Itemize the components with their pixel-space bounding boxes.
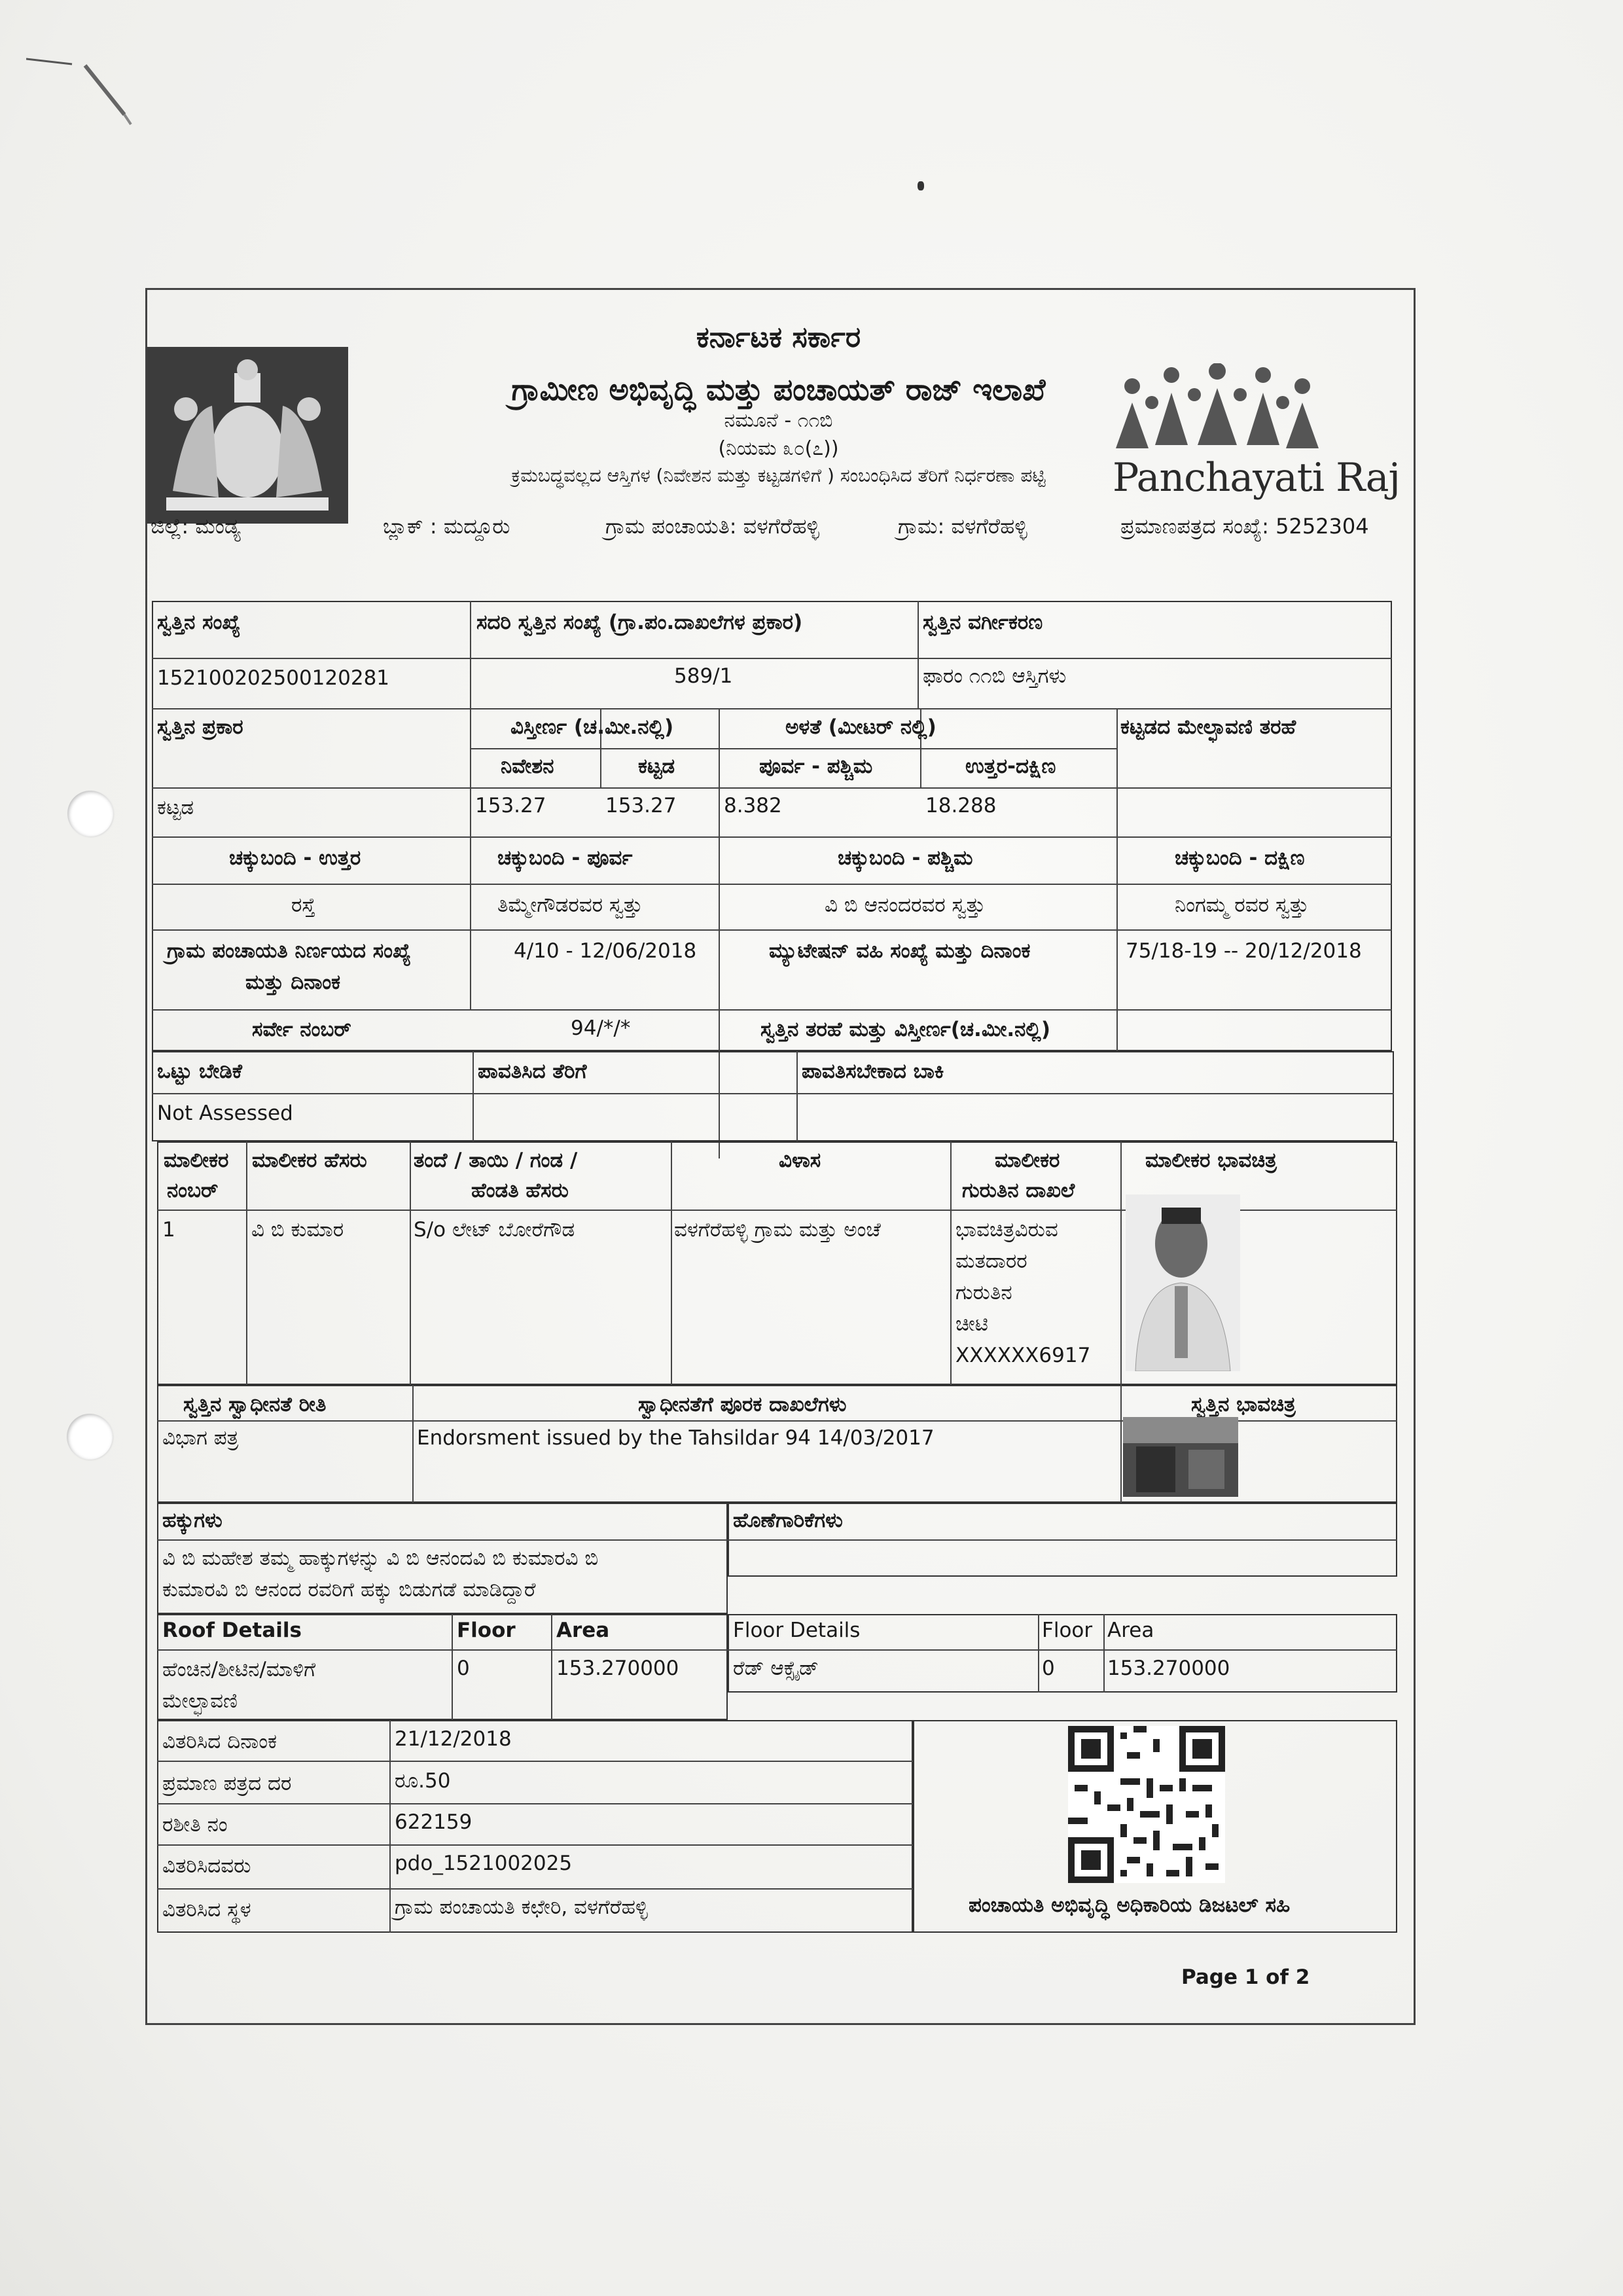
form-number: ನಮೂನೆ - ೧೧ಬಿ <box>724 409 833 432</box>
certificate-fee: ರೂ.50 <box>395 1769 451 1793</box>
property-photo-label: ಸ್ವತ್ತಿನ ಭಾವಚಿತ್ರ <box>1191 1393 1296 1416</box>
survey-number-label: ಸರ್ವೇ ನಂಬರ್ <box>252 1018 351 1041</box>
owner-name-label: ಮಾಲೀಕರ ಹೆಸರು <box>252 1149 367 1172</box>
department-title: ಗ್ರಾಮೀಣ ಅಭಿವೃದ್ಧಿ ಮತ್ತು ಪಂಚಾಯತ್ ರಾಜ್ ಇಲಾಖೆ <box>511 372 1046 407</box>
certificate-number: ಪ್ರಮಾಣಪತ್ರದ ಸಂಖ್ಯೆ: 5252304 <box>1120 514 1369 539</box>
issue-date: 21/12/2018 <box>395 1727 512 1751</box>
owner-photo <box>1126 1194 1240 1371</box>
tax-due-label: ಪಾವತಿಸಬೇಕಾದ ಬಾಕಿ <box>802 1060 944 1083</box>
parent-name-label: ತಂದೆ / ತಾಯಿ / ಗಂಡ / <box>414 1149 578 1172</box>
punch-hole-bottom <box>67 1414 113 1460</box>
boundary-west: ವಿ ಬಿ ಆನಂದರವರ ಸ್ವತ್ತು <box>825 893 986 917</box>
id-proof-line: ಭಾವಚಿತ್ರವಿರುವ <box>955 1218 1058 1242</box>
ownership-docs-label: ಸ್ವಾಧೀನತೆಗೆ ಪೂರಕ ದಾಖಲೆಗಳು <box>638 1393 847 1416</box>
receipt-no: 622159 <box>395 1810 473 1834</box>
certificate-fee-label: ಪ್ರಮಾಣ ಪತ್ರದ ದರ <box>162 1772 292 1795</box>
dimensions-label: ಅಳತೆ (ಮೀಟರ್ ನಲ್ಲಿ) <box>785 715 936 739</box>
classification: ಫಾರಂ ೧೧ಬಿ ಆಸ್ತಿಗಳು <box>923 664 1067 688</box>
ownership-docs: Endorsment issued by the Tahsildar 94 14/03/2017 <box>417 1426 935 1450</box>
floor-details-label: Floor Details <box>733 1619 861 1642</box>
id-proof-number: XXXXXX6917 <box>955 1344 1091 1367</box>
roof-floor: 0 <box>457 1657 470 1680</box>
receipt-no-label: ರಶೀತಿ ನಂ <box>162 1813 228 1837</box>
type-area-label: ಸ್ವತ್ತಿನ ತರಹೆ ಮತ್ತು ವಿಸ್ತೀರ್ಣ(ಚ.ಮೀ.ನಲ್ಲಿ) <box>760 1018 1050 1041</box>
staple-icon <box>26 46 157 137</box>
parent-name: S/o ಲೇಟ್ ಬೋರೆಗೌಡ <box>414 1218 575 1242</box>
gp-resolution-label-2: ಮತ್ತು ದಿನಾಂಕ <box>245 971 341 994</box>
floor-type: ರೆಡ್ ಆಕ್ಸೈಡ್ <box>733 1657 819 1680</box>
floor-floor: 0 <box>1042 1657 1055 1680</box>
govt-title: ಕರ್ನಾಟಕ ಸರ್ಕಾರ <box>696 321 861 354</box>
id-proof-label-2: ಗುರುತಿನ ದಾಖಲೆ <box>962 1179 1075 1202</box>
block: ಬ್ಲಾಕ್ : ಮದ್ದೂರು <box>383 514 510 539</box>
boundary-north: ರಸ್ತೆ <box>291 893 315 917</box>
classification-label: ಸ್ವತ್ತಿನ ವರ್ಗೀಕರಣ <box>923 611 1043 634</box>
property-photo <box>1123 1417 1238 1497</box>
boundary-east-label: ಚಕ್ಕುಬಂದಿ - ಪೂರ್ವ <box>497 846 633 870</box>
floor-floor-label: Floor <box>1042 1619 1093 1642</box>
mutation-label: ಮ್ಯುಟೇಷನ್ ವಹಿ ಸಂಖ್ಯೆ ಮತ್ತು ದಿನಾಂಕ <box>769 939 1031 963</box>
rights-text: ವಿ ಬಿ ಮಹೇಶ ತಮ್ಮ ಹಾಕ್ಕುಗಳನ್ನು ವಿ ಬಿ ಆನಂದವಿ ಬಿ ಕುಮಾರವಿ ಬಿ <box>162 1547 599 1570</box>
id-proof-label: ಮಾಲೀಕರ <box>995 1149 1060 1172</box>
property-id: 152100202500120281 <box>157 666 390 690</box>
issuer-label: ವಿತರಿಸಿದವರು <box>162 1854 251 1878</box>
total-demand: Not Assessed <box>157 1102 293 1125</box>
roof-type-2: ಮೇಲ್ಛಾವಣಿ <box>162 1689 238 1713</box>
liabilities-label: ಹೊಣೆಗಾರಿಕೆಗಳು <box>733 1509 843 1532</box>
north-south-length: 18.288 <box>925 794 997 817</box>
panchayati-raj-logo: Panchayati Raj <box>1113 455 1400 501</box>
local-id-label: ಸದರಿ ಸ್ವತ್ತಿನ ಸಂಖ್ಯೆ (ಗ್ರಾ.ಪಂ.ದಾಖಲೆಗಳ ಪ್ರಕಾರ) <box>476 611 803 634</box>
gp-resolution: 4/10 - 12/06/2018 <box>514 939 697 963</box>
issue-date-label: ವಿತರಿಸಿದ ದಿನಾಂಕ <box>162 1730 277 1753</box>
boundary-south-label: ಚಕ್ಕುಬಂದಿ - ದಕ್ಷಿಣ <box>1175 846 1305 870</box>
id-proof-line: ಚೀಟಿ <box>955 1312 989 1336</box>
parent-name-label-2: ಹೆಂಡತಿ ಹೆಸರು <box>471 1179 569 1202</box>
issue-place-label: ವಿತರಿಸಿದ ಸ್ಥಳ <box>162 1898 251 1922</box>
district: ಜಿಲ್ಲೆ: ಮಂಡ್ಯ <box>151 514 241 539</box>
building-label: ಕಟ್ಟಡ <box>638 755 675 778</box>
east-west-length: 8.382 <box>724 794 782 817</box>
rights-label: ಹಕ್ಕುಗಳು <box>162 1509 223 1532</box>
issue-place: ಗ್ರಾಮ ಪಂಚಾಯತಿ ಕಛೇರಿ, ವಳಗೆರೆಹಳ್ಳಿ <box>395 1895 648 1919</box>
property-type-label: ಸ್ವತ್ತಿನ ಪ್ರಕಾರ <box>157 715 243 739</box>
owner-no: 1 <box>162 1218 175 1242</box>
qr-code-icon <box>1068 1726 1225 1883</box>
roof-floor-label: Floor <box>457 1619 516 1642</box>
roof-details-label: Roof Details <box>162 1619 302 1642</box>
local-id: 589/1 <box>674 664 733 688</box>
building-area: 153.27 <box>605 794 677 817</box>
owner-address: ವಳಗೆರೆಹಳ್ಳಿ ಗ್ರಾಮ ಮತ್ತು ಅಂಚೆ <box>674 1218 881 1242</box>
tax-table <box>152 1051 1394 1141</box>
area-label: ವಿಸ್ತೀರ್ಣ (ಚ.ಮೀ.ನಲ್ಲಿ) <box>510 715 674 739</box>
east-west-label: ಪೂರ್ವ - ಪಶ್ಚಿಮ <box>759 755 873 778</box>
ownership-mode-label: ಸ್ವತ್ತಿನ ಸ್ವಾಧೀನತೆ ರೀತಿ <box>183 1393 327 1416</box>
ownership-mode: ವಿಭಾಗ ಪತ್ರ <box>162 1426 239 1450</box>
village: ಗ್ರಾಮ: ವಳಗೆರೆಹಳ್ಳಿ <box>898 514 1027 539</box>
gp-resolution-label: ಗ್ರಾಮ ಪಂಚಾಯತಿ ನಿರ್ಣಯದ ಸಂಖ್ಯೆ <box>167 939 412 963</box>
boundary-west-label: ಚಕ್ಕುಬಂದಿ - ಪಶ್ಚಿಮ <box>838 846 973 870</box>
owner-no-label-2: ನಂಬರ್ <box>167 1179 219 1202</box>
page-number: Page 1 of 2 <box>1181 1965 1310 1989</box>
address-label: ವಿಳಾಸ <box>779 1149 821 1172</box>
owner-photo-label: ಮಾಲೀಕರ ಭಾವಚಿತ್ರ <box>1145 1149 1277 1172</box>
total-demand-label: ಒಟ್ಟು ಬೇಡಿಕೆ <box>157 1060 243 1083</box>
property-id-label: ಸ್ವತ್ತಿನ ಸಂಖ್ಯೆ <box>157 611 241 634</box>
site-area: 153.27 <box>475 794 546 817</box>
id-proof-line: ಮತದಾರರ <box>955 1249 1027 1273</box>
rule-number: (ನಿಯಮ ೩೦(೭)) <box>718 437 839 460</box>
floor-area-label: Area <box>1107 1619 1154 1642</box>
roof-type: ಹೆಂಚಿನ/ಶೀಟಿನ/ಮಾಳಿಗೆ <box>162 1658 316 1681</box>
boundary-north-label: ಚಕ್ಕುಬಂದಿ - ಉತ್ತರ <box>229 846 361 870</box>
floor-area: 153.270000 <box>1107 1657 1230 1680</box>
pdo-digital-signature: ಪಂಚಾಯತಿ ಅಭಿವೃದ್ಧಿ ಅಧಿಕಾರಿಯ ಡಿಜಟಲ್ ಸಹಿ <box>969 1893 1291 1917</box>
boundary-east: ತಿಮ್ಮೇಗೌಡರವರ ಸ್ವತ್ತು <box>497 893 643 917</box>
roof-area-label: Area <box>556 1619 610 1642</box>
survey-number: 94/*/* <box>571 1016 631 1040</box>
roof-type-label: ಕಟ್ಟಡದ ಮೇಲ್ಛಾವಣಿ ತರಹೆ <box>1120 715 1296 739</box>
site-label: ನಿವೇಶನ <box>501 755 554 778</box>
form-subtitle: ಕ್ರಮಬದ್ಧವಲ್ಲದ ಆಸ್ತಿಗಳ (ನಿವೇಶನ ಮತ್ತು ಕಟ್ಟಡಗಳಿಗೆ ) ಸಂಬಂಧಿಸಿದ ತೆರಿಗೆ ನಿರ್ಧರಣಾ ಪಟ್ಟಿ <box>511 465 1046 486</box>
issuer: pdo_1521002025 <box>395 1852 573 1875</box>
mutation: 75/18-19 -- 20/12/2018 <box>1126 939 1362 963</box>
boundary-south: ನಿಂಗಮ್ಮ ರವರ ಸ್ವತ್ತು <box>1175 893 1309 917</box>
gram-panchayat: ಗ್ರಾಮ ಪಂಚಾಯತಿ: ವಳಗೆರೆಹಳ್ಳಿ <box>605 514 819 539</box>
north-south-label: ಉತ್ತರ-ದಕ್ಷಿಣ <box>965 755 1056 778</box>
property-type: ಕಟ್ಟಡ <box>157 796 194 819</box>
tax-paid-label: ಪಾವತಿಸಿದ ತೆರಿಗೆ <box>478 1060 587 1083</box>
owner-name: ವಿ ಬಿ ಕುಮಾರ <box>251 1218 344 1242</box>
id-proof-line: ಗುರುತಿನ <box>955 1281 1012 1304</box>
owner-no-label: ಮಾಲೀಕರ <box>164 1149 229 1172</box>
rights-text-2: ಕುಮಾರವಿ ಬಿ ಆನಂದ ರವರಿಗೆ ಹಕ್ಕು ಬಿಡುಗಡೆ ಮಾಡಿದ್ದಾರೆ <box>162 1578 536 1602</box>
punch-hole-top <box>67 791 113 836</box>
roof-area: 153.270000 <box>556 1657 679 1680</box>
ink-speck <box>918 181 924 190</box>
